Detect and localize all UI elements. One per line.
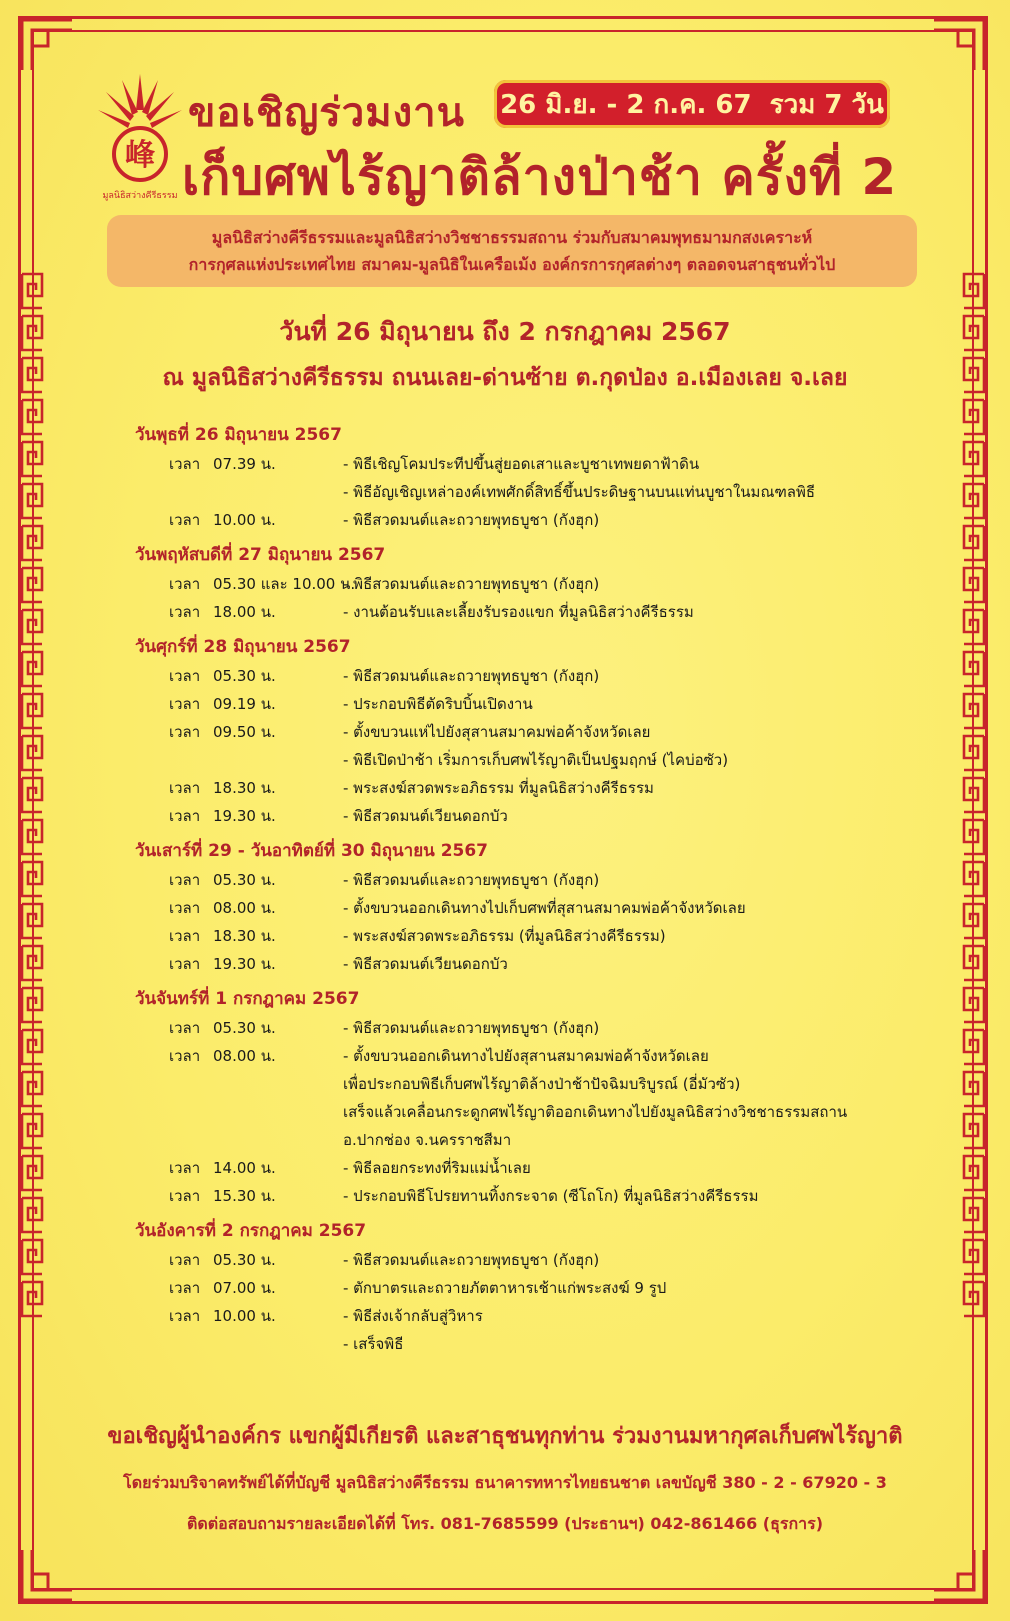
schedule-day bbox=[135, 1216, 915, 1358]
schedule-activity: - พิธีสวดมนต์และถวายพุทธบูชา (กังฮุก) bbox=[343, 1019, 600, 1037]
organizers-line: การกุศลแห่งประเทศไทย สมาคม-มูลนิธิในเครือเม้ง องค์กรการกุศลต่างๆ ตลอดจนสาธุชนทั่วไป bbox=[188, 255, 836, 274]
schedule-activity: - พิธีสวดมนต์และถวายพุทธบูชา (กังฮุก) bbox=[343, 1251, 600, 1269]
schedule-activity: อ.ปากช่อง จ.นครราชสีมา bbox=[343, 1131, 512, 1149]
schedule-row bbox=[135, 1246, 915, 1274]
schedule-day bbox=[135, 984, 915, 1210]
schedule-row bbox=[135, 1070, 915, 1098]
schedule-time-label: เวลา bbox=[169, 927, 201, 945]
schedule-time-value: 05.30 และ 10.00 น. bbox=[213, 575, 356, 593]
schedule-day bbox=[135, 540, 915, 626]
schedule-time-label: เวลา bbox=[169, 1187, 201, 1205]
schedule-row bbox=[135, 746, 915, 774]
corner-ornament-icon bbox=[930, 16, 988, 74]
schedule-activity: เสร็จแล้วเคลื่อนกระดูกศพไร้ญาติออกเดินทางไปยังมูลนิธิสว่างวิชชาธรรมสถาน bbox=[343, 1103, 848, 1121]
schedule-row bbox=[135, 506, 915, 534]
schedule-row bbox=[135, 802, 915, 830]
schedule-time-value: 05.30 น. bbox=[213, 1251, 276, 1269]
event-title: เก็บศพไร้ญาติล้างป่าช้า ครั้งที่ 2 bbox=[182, 148, 898, 206]
schedule-row bbox=[135, 866, 915, 894]
footer-invitation: ขอเชิญผู้นำองค์กร แขกผู้มีเกียรติ และสาธุชนทุกท่าน ร่วมงานมหากุศลเก็บศพไร้ญาติ bbox=[107, 1424, 903, 1449]
schedule-time-value: 08.00 น. bbox=[213, 1047, 276, 1065]
schedule-time-label: เวลา bbox=[169, 455, 201, 473]
left-meander-border-icon bbox=[18, 270, 46, 1320]
schedule-time-label: เวลา bbox=[169, 1019, 201, 1037]
schedule-activity: - พิธีสวดมนต์และถวายพุทธบูชา (กังฮุก) bbox=[343, 575, 600, 593]
schedule-time-label: เวลา bbox=[169, 695, 201, 713]
schedule-time-label: เวลา bbox=[169, 667, 201, 685]
invite-heading: ขอเชิญร่วมงาน bbox=[188, 90, 465, 136]
schedule-row bbox=[135, 950, 915, 978]
right-meander-border-icon bbox=[960, 270, 988, 1320]
schedule-time-value: 19.30 น. bbox=[213, 955, 276, 973]
schedule-time-label: เวลา bbox=[169, 575, 201, 593]
schedule-activity: - พิธีสวดมนต์และถวายพุทธบูชา (กังฮุก) bbox=[343, 511, 600, 529]
schedule-activity: - ตั้งขบวนออกเดินทางไปเก็บศพที่สุสานสมาคมพ่อค้าจังหวัดเลย bbox=[343, 899, 746, 917]
schedule-activity: - พิธีสวดมนต์เวียนดอกบัว bbox=[343, 955, 508, 973]
schedule-row bbox=[135, 1014, 915, 1042]
schedule-activity: - พิธีลอยกระทงที่ริมแม่น้ำเลย bbox=[343, 1159, 531, 1177]
schedule-day-title: วันพุธที่ 26 มิถุนายน 2567 bbox=[135, 425, 342, 445]
schedule-time-value: 09.19 น. bbox=[213, 695, 276, 713]
logo-glyph: 峰 bbox=[125, 138, 155, 173]
schedule-activity: - ตั้งขบวนแห่ไปยังสุสานสมาคมพ่อค้าจังหวัดเลย bbox=[343, 723, 651, 741]
event-date-range: วันที่ 26 มิถุนายน ถึง 2 กรกฎาคม 2567 bbox=[279, 317, 731, 346]
schedule-time-label: เวลา bbox=[169, 1159, 201, 1177]
schedule-activity: - พิธีเปิดป่าช้า เริ่มการเก็บศพไร้ญาติเป็นปฐมฤกษ์ (ไคบ่อซัว) bbox=[343, 751, 729, 769]
schedule-day bbox=[135, 632, 915, 830]
foundation-logo-icon bbox=[92, 70, 188, 204]
schedule-day-title: วันเสาร์ที่ 29 - วันอาทิตย์ที่ 30 มิถุนายน 2567 bbox=[135, 841, 489, 861]
schedule-time-label: เวลา bbox=[169, 1047, 201, 1065]
schedule-activity: - ตั้งขบวนออกเดินทางไปยังสุสานสมาคมพ่อค้าจังหวัดเลย bbox=[343, 1047, 709, 1065]
event-venue: ณ มูลนิธิสว่างคีรีธรรม ถนนเลย-ด่านซ้าย ต.กุดป่อง อ.เมืองเลย จ.เลย bbox=[162, 365, 848, 391]
schedule-activity: - พระสงฆ์สวดพระอภิธรรม (ที่มูลนิธิสว่างคีรีธรรม) bbox=[343, 927, 666, 945]
schedule-day bbox=[135, 836, 915, 978]
schedule-activity: - งานต้อนรับและเลี้ยงรับรองแขก ที่มูลนิธิสว่างคีรีธรรม bbox=[343, 603, 694, 621]
schedule-time-value: 10.00 น. bbox=[213, 1307, 276, 1325]
schedule-time-label: เวลา bbox=[169, 1251, 201, 1269]
schedule-activity: - พิธีสวดมนต์เวียนดอกบัว bbox=[343, 807, 508, 825]
schedule-time-value: 05.30 น. bbox=[213, 871, 276, 889]
schedule-row bbox=[135, 1330, 915, 1358]
schedule-time-label: เวลา bbox=[169, 955, 201, 973]
badge-total-days: รวม 7 วัน bbox=[769, 89, 884, 120]
schedule-activity: - ประกอบพิธีตัดริบบิ้นเปิดงาน bbox=[343, 695, 533, 713]
schedule-activity: - พิธีสวดมนต์และถวายพุทธบูชา (กังฮุก) bbox=[343, 871, 600, 889]
schedule-row bbox=[135, 690, 915, 718]
schedule bbox=[135, 420, 915, 1364]
schedule-time-label: เวลา bbox=[169, 723, 201, 741]
schedule-time-value: 14.00 น. bbox=[213, 1159, 276, 1177]
schedule-row bbox=[135, 598, 915, 626]
schedule-time-value: 19.30 น. bbox=[213, 807, 276, 825]
schedule-time-value: 18.30 น. bbox=[213, 927, 276, 945]
schedule-time-label: เวลา bbox=[169, 871, 201, 889]
schedule-activity: - ประกอบพิธีโปรยทานทิ้งกระจาด (ซีโถโก) ที่มูลนิธิสว่างคีรีธรรม bbox=[343, 1187, 759, 1205]
date-badge bbox=[494, 80, 890, 128]
schedule-activity: - เสร็จพิธี bbox=[343, 1335, 404, 1353]
logo-caption: มูลนิธิสว่างคีรีธรรม bbox=[102, 191, 178, 201]
schedule-row bbox=[135, 570, 915, 598]
schedule-time-label: เวลา bbox=[169, 899, 201, 917]
schedule-activity: - พระสงฆ์สวดพระอภิธรรม ที่มูลนิธิสว่างคีรีธรรม bbox=[343, 779, 654, 797]
organizers-line: มูลนิธิสว่างคีรีธรรมและมูลนิธิสว่างวิชชาธรรมสถาน ร่วมกับสมาคมพุทธมามกสงเคราะห์ bbox=[211, 228, 813, 247]
corner-ornament-icon bbox=[18, 16, 76, 74]
schedule-activity: - พิธีเชิญโคมประทีปขึ้นสู่ยอดเสาและบูชาเทพยดาฟ้าดิน bbox=[343, 455, 700, 473]
schedule-day-title: วันศุกร์ที่ 28 มิถุนายน 2567 bbox=[135, 637, 351, 657]
schedule-day-title: วันอังคารที่ 2 กรกฎาคม 2567 bbox=[135, 1221, 367, 1241]
schedule-activity: - พิธีสวดมนต์และถวายพุทธบูชา (กังฮุก) bbox=[343, 667, 600, 685]
schedule-row bbox=[135, 774, 915, 802]
footer-donation: โดยร่วมบริจาคทรัพย์ได้ที่บัญชี มูลนิธิสว่างคีรีธรรม ธนาคารทหารไทยธนชาต เลขบัญชี 380 - 2 - 67920 - 3 bbox=[123, 1473, 887, 1492]
schedule-time-value: 07.39 น. bbox=[213, 455, 276, 473]
corner-ornament-icon bbox=[930, 1546, 988, 1604]
badge-date-range: 26 มิ.ย. - 2 ก.ค. 67 bbox=[500, 89, 752, 120]
schedule-row bbox=[135, 478, 915, 506]
organizers-box bbox=[107, 215, 917, 287]
schedule-time-value: 18.00 น. bbox=[213, 603, 276, 621]
schedule-row bbox=[135, 894, 915, 922]
schedule-time-value: 15.30 น. bbox=[213, 1187, 276, 1205]
schedule-time-value: 05.30 น. bbox=[213, 667, 276, 685]
schedule-day bbox=[135, 420, 915, 534]
schedule-time-value: 18.30 น. bbox=[213, 779, 276, 797]
schedule-row bbox=[135, 662, 915, 690]
schedule-time-label: เวลา bbox=[169, 511, 201, 529]
schedule-time-value: 05.30 น. bbox=[213, 1019, 276, 1037]
schedule-activity: - พิธีอัญเชิญเหล่าองค์เทพศักดิ์สิทธิ์ขึ้นประดิษฐานบนแท่นบูชาในมณฑลพิธี bbox=[343, 483, 816, 501]
schedule-row bbox=[135, 1302, 915, 1330]
schedule-time-label: เวลา bbox=[169, 1307, 201, 1325]
corner-ornament-icon bbox=[18, 1546, 76, 1604]
schedule-time-label: เวลา bbox=[169, 779, 201, 797]
schedule-time-label: เวลา bbox=[169, 603, 201, 621]
schedule-activity: เพื่อประกอบพิธีเก็บศพไร้ญาติล้างป่าช้าปัจฉิมบริบูรณ์ (อี่มัวซัว) bbox=[343, 1075, 741, 1093]
schedule-time-value: 09.50 น. bbox=[213, 723, 276, 741]
footer-contact: ติดต่อสอบถามรายละเอียดได้ที่ โทร. 081-7685599 (ประธานฯ) 042-861466 (ธุรการ) bbox=[186, 1514, 824, 1533]
schedule-row bbox=[135, 1274, 915, 1302]
schedule-day-title: วันพฤหัสบดีที่ 27 มิถุนายน 2567 bbox=[135, 545, 386, 565]
schedule-time-value: 07.00 น. bbox=[213, 1279, 276, 1297]
schedule-day-title: วันจันทร์ที่ 1 กรกฎาคม 2567 bbox=[135, 989, 360, 1009]
schedule-time-value: 10.00 น. bbox=[213, 511, 276, 529]
schedule-row bbox=[135, 1098, 915, 1126]
schedule-row bbox=[135, 922, 915, 950]
schedule-row bbox=[135, 1182, 915, 1210]
schedule-activity: - พิธีส่งเจ้ากลับสู่วิหาร bbox=[343, 1307, 483, 1325]
schedule-row bbox=[135, 450, 915, 478]
schedule-time-value: 08.00 น. bbox=[213, 899, 276, 917]
schedule-row bbox=[135, 718, 915, 746]
schedule-row bbox=[135, 1126, 915, 1154]
schedule-time-label: เวลา bbox=[169, 807, 201, 825]
schedule-time-label: เวลา bbox=[169, 1279, 201, 1297]
schedule-row bbox=[135, 1154, 915, 1182]
schedule-row bbox=[135, 1042, 915, 1070]
schedule-activity: - ตักบาตรและถวายภัตตาหารเช้าแก่พระสงฆ์ 9 รูป bbox=[343, 1279, 667, 1297]
